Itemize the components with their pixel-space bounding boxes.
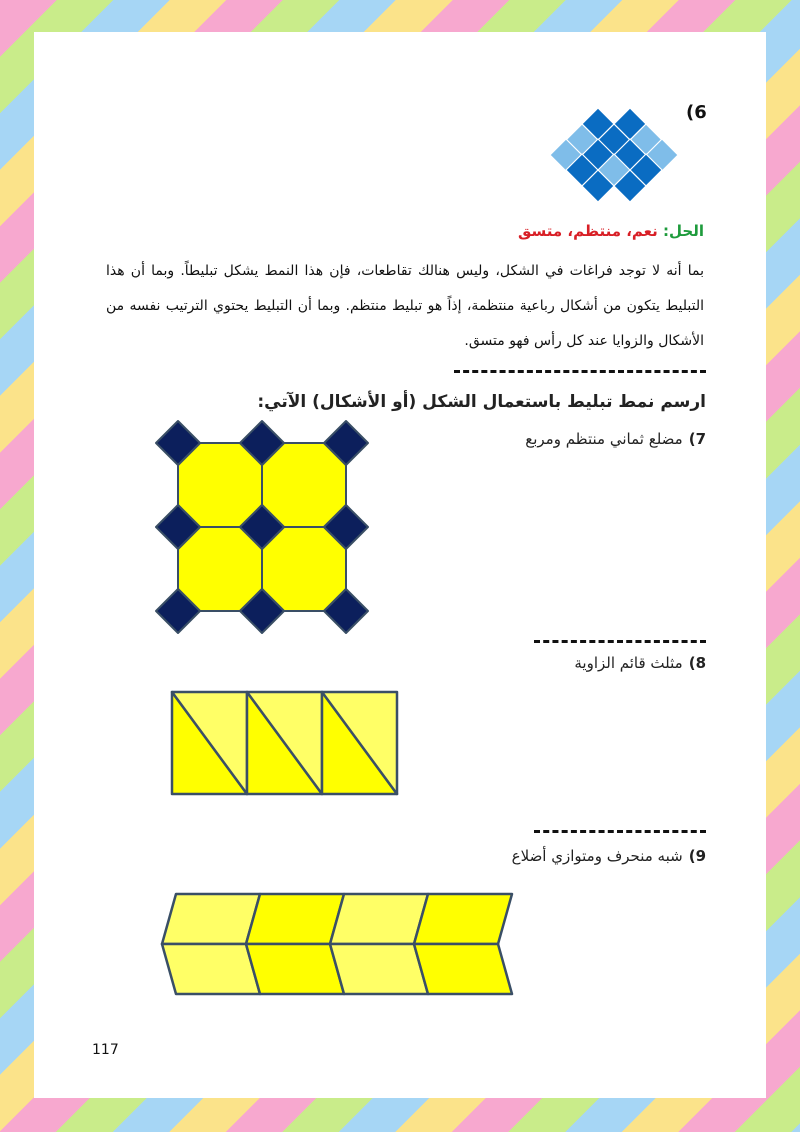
- octagon-tile: [178, 527, 262, 611]
- item-7: [525, 430, 706, 448]
- item-8-text: مثلث قائم الزاوية: [574, 654, 683, 672]
- item-8: [574, 654, 706, 672]
- item-8-number: 8): [688, 654, 706, 672]
- trapezoid-parallelogram-tiling: [162, 894, 492, 996]
- solution-explanation: بما أنه لا توجد فراغات في الشكل، وليس هنالك تقاطعات، فإن هذا النمط يشكل تبليطاً. وبما أن هذا التبليط يتكون من أشكال رباعية منتظمة، إذاً هو تبليط منتظم. وبما أن التبليط يحتوي الترتيب نفسه من الأشكال والزوايا عند كل رأس فهو متسق.: [106, 263, 704, 349]
- parallelogram-tile: [330, 894, 428, 944]
- solution-answer: نعم، منتظم، متسق: [517, 222, 658, 240]
- parallelogram-tile: [414, 894, 512, 944]
- divider-9: [534, 830, 706, 833]
- trapezoid-tile: [162, 944, 260, 994]
- trapezoid-tile: [246, 944, 344, 994]
- octagon-tile: [262, 443, 346, 527]
- item-9-number: 9): [688, 847, 706, 865]
- item-7-number: 7): [688, 430, 706, 448]
- solution-line: [518, 222, 704, 240]
- worksheet-page: [34, 32, 766, 1098]
- octagon-tile: [262, 527, 346, 611]
- trapezoid-tile: [414, 944, 512, 994]
- parallelogram-tile: [246, 894, 344, 944]
- right-triangle-tiling: [170, 690, 400, 796]
- parallelogram-tile: [162, 894, 260, 944]
- trapezoid-tile: [330, 944, 428, 994]
- divider-8: [534, 640, 706, 643]
- item-7-text: مضلع ثماني منتظم ومربع: [525, 430, 683, 448]
- diamond-tiling-figure: [550, 108, 678, 202]
- question-6-number: (6: [686, 102, 707, 123]
- section-divider: [454, 370, 706, 373]
- octagon-tile: [178, 443, 262, 527]
- solution-label: الحل:: [663, 222, 704, 240]
- item-9: [512, 847, 706, 865]
- instruction-heading: ارسم نمط تبليط باستعمال الشكل (أو الأشكال) الآتي:: [257, 392, 706, 412]
- page-number: 117: [92, 1042, 119, 1058]
- octagon-square-tiling: [160, 416, 360, 636]
- item-9-text: شبه منحرف ومتوازي أضلاع: [511, 847, 683, 865]
